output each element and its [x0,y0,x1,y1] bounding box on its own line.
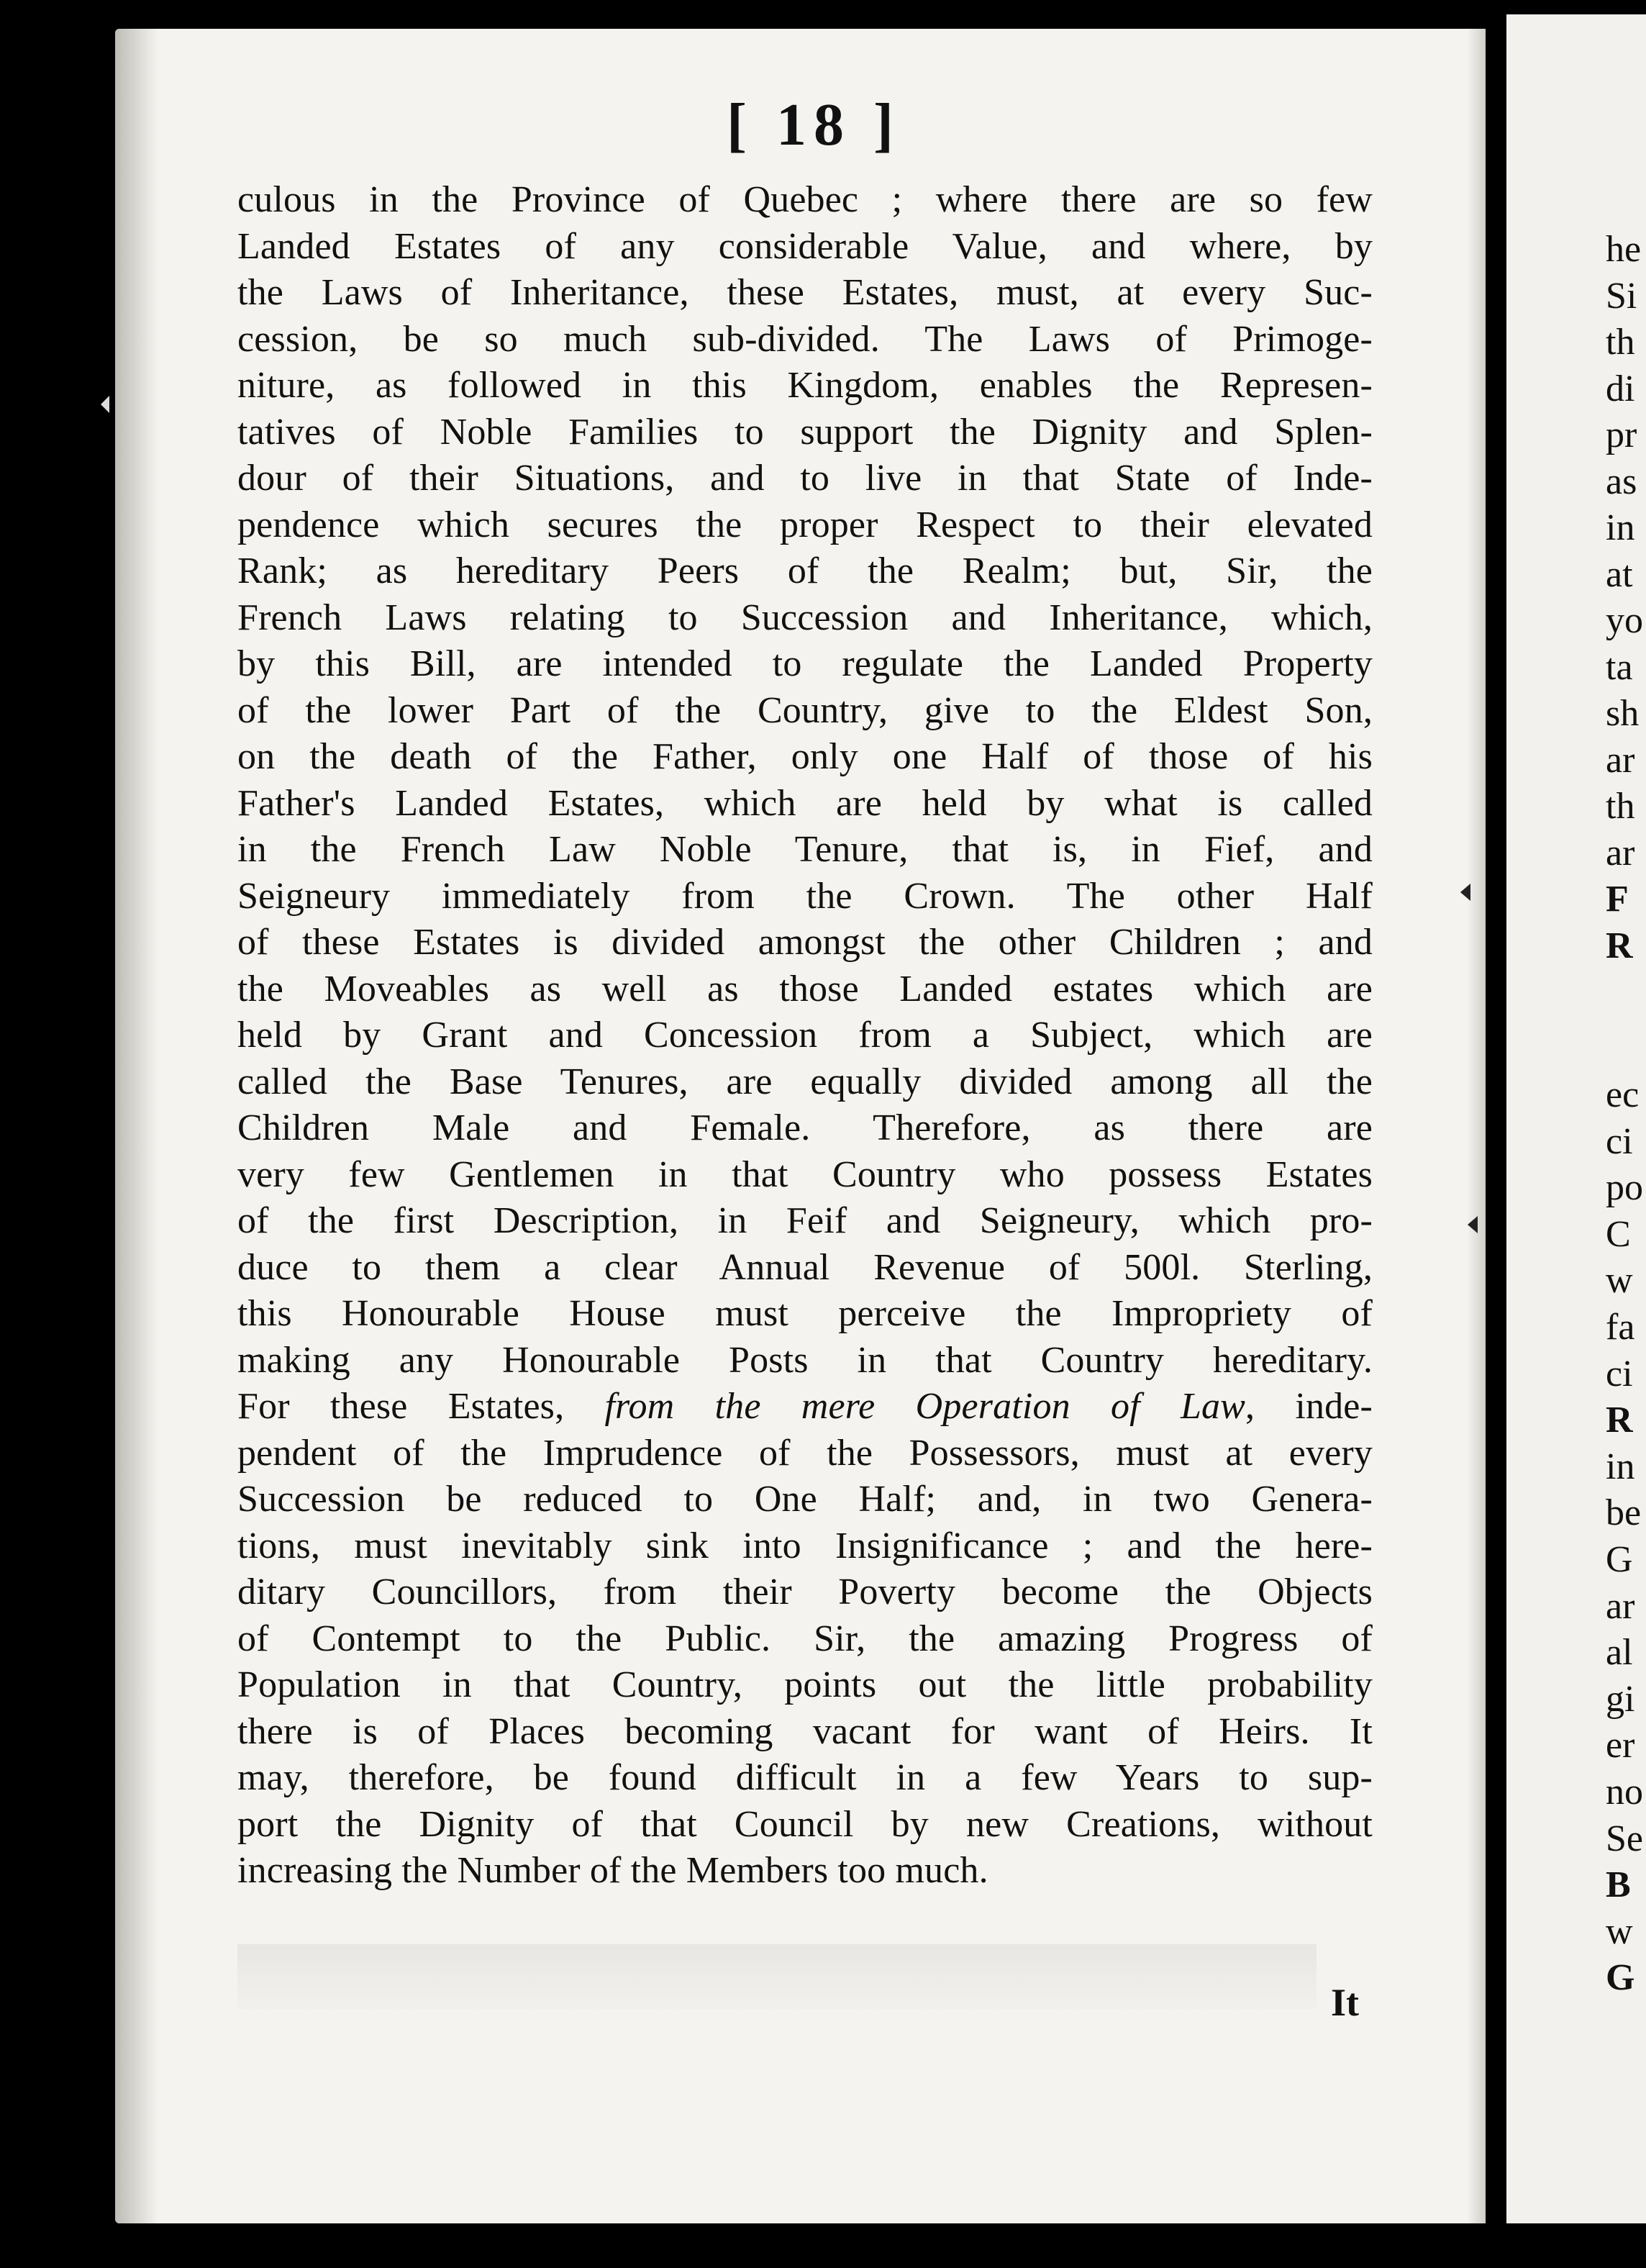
text-segment: , inde- [1245,1386,1373,1427]
text-line: making any Honourable Posts in that Country hereditary. [237,1339,1373,1381]
text-line: this Honourable House must perceive the Impropriety of [237,1293,1373,1334]
next-page-fragment-text: C [1606,1213,1631,1255]
text-line: of Contempt to the Public. Sir, the amazing Progress of [237,1618,1373,1659]
text-line: Population in that Country, points out the little probability [237,1664,1373,1705]
next-page-fragment-text: po [1606,1167,1643,1209]
text-line: of the lower Part of the Country, give to the Eldest Son, [237,689,1373,731]
page-edge-shadow [115,29,158,2223]
text-line: Succession be reduced to One Half; and, in two Genera- [237,1479,1373,1520]
text-line: increasing the Number of the Members too much. [237,1850,988,1891]
next-page-fragment-text: B [1606,1864,1631,1906]
next-page-fragment-text: be [1606,1492,1642,1534]
next-page-fragment-text: ci [1606,1353,1633,1394]
show-through-text [237,1944,1317,2009]
next-page-fragment-text: sh [1606,693,1640,734]
text-line: dour of their Situations, and to live in that State of Inde- [237,458,1373,499]
next-page-fragment-text: ar [1606,832,1635,874]
spine-shadow [1467,29,1486,2223]
next-page-fragment-text: ec [1606,1074,1640,1115]
text-line: of these Estates is divided amongst the other Children ; and [237,922,1373,963]
text-line: tatives of Noble Families to support the Dignity and Splen- [237,411,1373,453]
next-page-fragment-text: yo [1606,600,1643,641]
text-line: tions, must inevitably sink into Insignificance ; and the here- [237,1525,1373,1566]
next-page-fragment-text: w [1606,1910,1633,1952]
text-line: cession, be so much sub-divided. The Laws of Primoge- [237,318,1373,360]
text-line: the Laws of Inheritance, these Estates, must, at every Suc- [237,272,1373,313]
text-line: the Moveables as well as those Landed estates which are [237,968,1373,1010]
text-line: may, therefore, be found difficult in a few Years to sup- [237,1757,1373,1798]
text-line: on the death of the Father, only one Half of those of his [237,736,1373,777]
next-page-fragment-text: G [1606,1539,1633,1580]
catchword: It [1331,1981,1359,2024]
text-line: by this Bill, are intended to regulate the Landed Property [237,643,1373,684]
text-line: held by Grant and Concession from a Subject, which are [237,1015,1373,1056]
next-page-fragment-text: er [1606,1725,1635,1766]
next-page-fragment-text: gi [1606,1678,1635,1720]
next-page-fragment-text: ci [1606,1120,1633,1162]
text-line: Landed Estates of any considerable Value, and where, by [237,225,1373,267]
next-page-fragment [1506,14,1646,2223]
next-page-fragment-text: he [1606,229,1642,270]
next-page-fragment-text: ta [1606,646,1633,688]
next-page-fragment-text: fa [1606,1307,1635,1348]
next-page-fragment-text: R [1606,925,1633,966]
next-page-fragment-text: th [1606,786,1635,827]
next-page-fragment-text: at [1606,553,1633,595]
next-page-fragment-text: Se [1606,1818,1643,1859]
text-line: there is of Places becoming vacant for want of Heirs. It [237,1710,1373,1752]
text-line: Father's Landed Estates, which are held by what is called [237,782,1373,824]
next-page-fragment-text: as [1606,461,1637,502]
next-page-fragment-text: al [1606,1632,1633,1674]
text-line: Children Male and Female. Therefore, as there are [237,1107,1373,1148]
text-line: of the first Description, in Feif and Seigneury, which pro- [237,1200,1373,1241]
margin-arrow-mark [1460,884,1470,901]
next-page-fragment-text: in [1606,507,1635,548]
next-page-fragment-text: w [1606,1260,1633,1302]
next-page-fragment-text: in [1606,1446,1635,1487]
next-page-fragment-text: G [1606,1957,1635,1999]
text-line: culous in the Province of Quebec ; where there are so few [237,179,1373,220]
text-line: French Laws relating to Succession and Inheritance, which, [237,597,1373,638]
next-page-fragment-text: ar [1606,1585,1635,1627]
next-page-fragment-text: th [1606,322,1635,363]
next-page-fragment-text: Si [1606,275,1637,317]
next-page-fragment-text: F [1606,879,1629,920]
text-line: niture, as followed in this Kingdom, enables the Represen- [237,365,1373,406]
next-page-fragment-text: di [1606,368,1635,409]
next-page-fragment-text: R [1606,1400,1633,1441]
text-line: very few Gentlemen in that Country who possess Estates [237,1153,1373,1195]
text-line [237,1384,1373,1430]
margin-arrow-mark [101,396,109,413]
text-line: pendence which secures the proper Respect to their elevated [237,504,1373,545]
text-line: Rank; as hereditary Peers of the Realm; but, Sir, the [237,550,1373,591]
next-page-fragment-text: ar [1606,739,1635,781]
margin-arrow-mark [1468,1216,1478,1233]
text-line: duce to them a clear Annual Revenue of 500l. Sterling, [237,1246,1373,1288]
text-line: called the Base Tenures, are equally divided among all the [237,1061,1373,1102]
page-body-text [237,177,1373,1895]
page-number: [ 18 ] [727,91,901,158]
text-line: Seigneury immediately from the Crown. The other Half [237,875,1373,917]
text-segment: For these Estates, [237,1386,605,1427]
italic-phrase: from the mere Operation of Law [604,1386,1246,1427]
text-line: ditary Councillors, from their Poverty become the Objects [237,1571,1373,1612]
next-page-fragment-text: pr [1606,414,1637,455]
text-line: pendent of the Imprudence of the Possessors, must at every [237,1432,1373,1474]
text-line: port the Dignity of that Council by new Creations, without [237,1803,1373,1845]
text-line: in the French Law Noble Tenure, that is, in Fief, and [237,829,1373,870]
next-page-fragment-text: no [1606,1772,1643,1813]
